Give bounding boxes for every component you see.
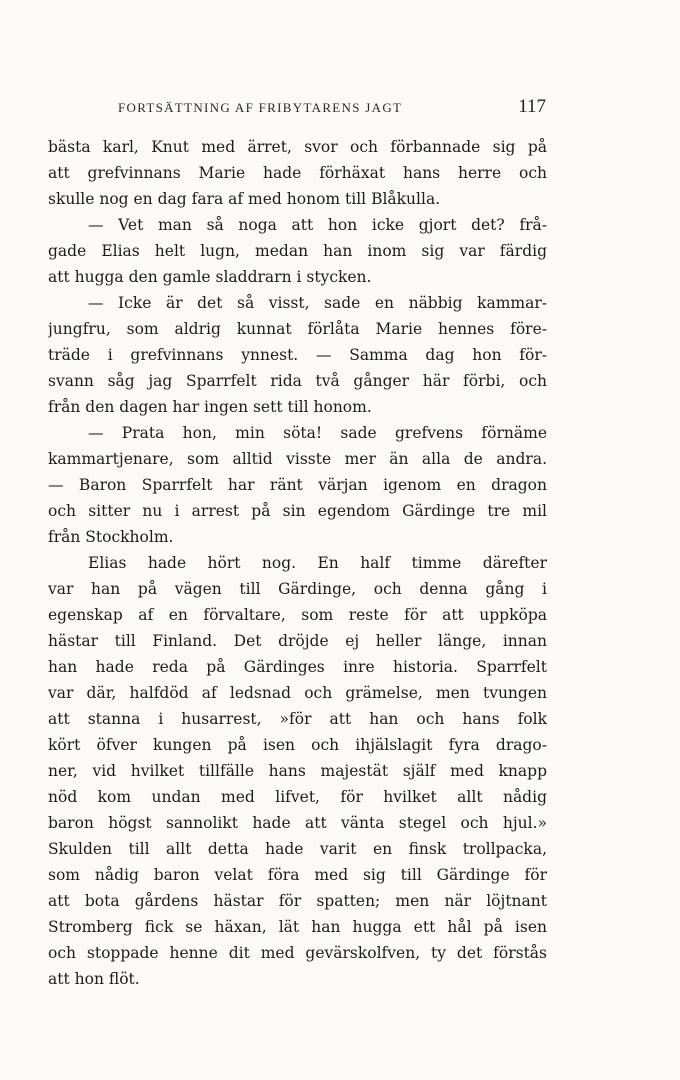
- text-line: — Prata hon, min söta! sade grefvens förnäme: [88, 424, 547, 442]
- text-line: från Stockholm.: [48, 528, 174, 546]
- text-line: nöd kom undan med lifvet, för hvilket allt nådig: [48, 788, 547, 806]
- text-line: — Baron Sparrfelt har ränt värjan igenom en dragon: [48, 476, 547, 494]
- text-line: från den dagen har ingen sett till honom.: [48, 398, 372, 416]
- text-line: att hon flöt.: [48, 970, 140, 988]
- page-number: 117: [518, 96, 546, 117]
- text-line: ner, vid hvilket tillfälle hans majestät själf med knapp: [48, 762, 547, 780]
- running-head: [118, 96, 546, 118]
- text-line: hästar till Finland. Det dröjde ej heller länge, innan: [48, 632, 547, 650]
- text-line: skulle nog en dag fara af med honom till Blåkulla.: [48, 190, 441, 208]
- text-line: och stoppade henne dit med gevärskolfven, ty det förstås: [48, 944, 547, 962]
- text-line: kört öfver kungen på isen och ihjälslagit fyra drago-: [48, 736, 547, 754]
- text-line: att bota gårdens hästar för spatten; men när löjtnant: [48, 892, 547, 910]
- text-line: Stromberg fick se häxan, lät han hugga ett hål på isen: [48, 918, 547, 936]
- text-line: var han på vägen till Gärdinge, och denna gång i: [48, 580, 547, 598]
- text-line: egenskap af en förvaltare, som reste för att uppköpa: [48, 606, 547, 624]
- text-line: — Vet man så noga att hon icke gjort det? frå-: [88, 216, 547, 234]
- running-title: FORTSÄTTNING AF FRIBYTARENS JAGT: [118, 100, 403, 115]
- text-line: kammartjenare, som alltid visste mer än alla de andra.: [48, 450, 547, 468]
- text-line: att hugga den gamle sladdrarn i stycken.: [48, 268, 372, 286]
- text-line: — Icke är det så visst, sade en näbbig kammar-: [88, 294, 547, 312]
- text-line: och sitter nu i arrest på sin egendom Gärdinge tre mil: [48, 502, 547, 520]
- text-line: att stanna i husarrest, »för att han och hans folk: [48, 710, 547, 728]
- text-line: gade Elias helt lugn, medan han inom sig var färdig: [48, 242, 547, 260]
- text-line: träde i grefvinnans ynnest. — Samma dag hon för-: [48, 346, 547, 364]
- text-line: jungfru, som aldrig kunnat förlåta Marie hennes före-: [48, 320, 547, 338]
- text-line: Skulden till allt detta hade varit en finsk trollpacka,: [48, 840, 547, 858]
- text-line: att grefvinnans Marie hade förhäxat hans herre och: [48, 164, 547, 182]
- text-line: bästa karl, Knut med ärret, svor och förbannade sig på: [48, 138, 547, 156]
- text-line: Elias hade hört nog. En half timme därefter: [88, 554, 547, 572]
- text-line: baron högst sannolikt hade att vänta stegel och hjul.»: [48, 814, 547, 832]
- body-text: [48, 134, 547, 992]
- text-line: han hade reda på Gärdinges inre historia. Sparrfelt: [48, 658, 547, 676]
- text-line: var där, halfdöd af ledsnad och grämelse, men tvungen: [48, 684, 547, 702]
- text-line: svann såg jag Sparrfelt rida två gånger här förbi, och: [48, 372, 547, 390]
- text-line: som nådig baron velat föra med sig till Gärdinge för: [48, 866, 547, 884]
